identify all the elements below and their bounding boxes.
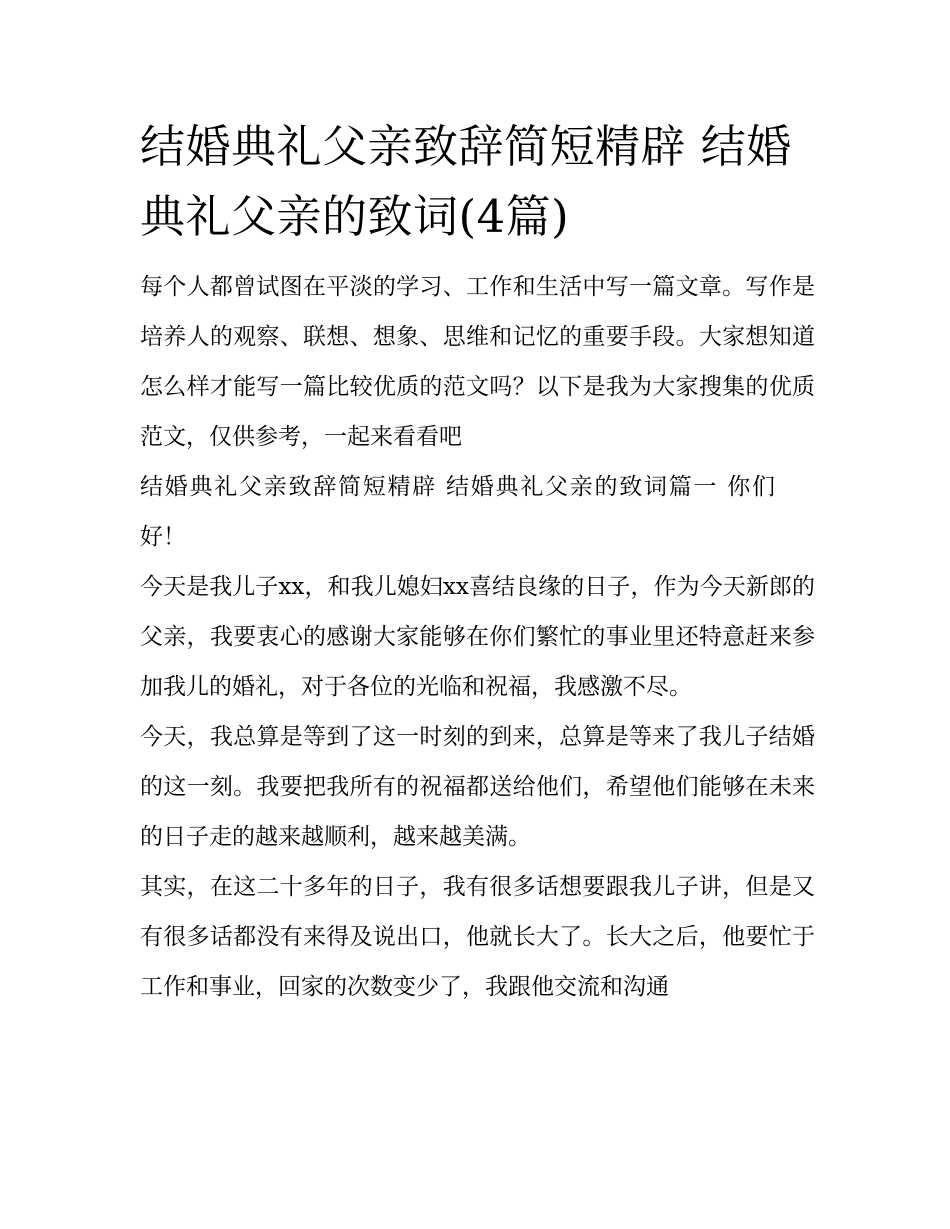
document-title: 结婚典礼父亲致辞简短精辟 结婚典礼父亲的致词(4篇) <box>140 120 792 243</box>
document-body <box>140 112 815 1012</box>
paragraph-section-heading: 结婚典礼父亲致辞简短精辟 结婚典礼父亲的致词篇一 你们好！ <box>140 474 775 550</box>
paragraph-body: 今天，我总算是等到了这一时刻的到来，总算是等来了我儿子结婚的这一刻。我要把我所有的祝福都送给他们，希望他们能够在未来的日子走的越来越顺利，越来越美满。 <box>140 724 815 850</box>
paragraph-body: 今天是我儿子xx，和我儿媳妇xx喜结良缘的日子，作为今天新郎的父亲，我要衷心的感谢大家能够在你们繁忙的事业里还特意赶来参加我儿的婚礼，对于各位的光临和祝福，我感激不尽。 <box>140 574 815 700</box>
paragraph-intro: 每个人都曾试图在平淡的学习、工作和生活中写一篇文章。写作是培养人的观察、联想、想象、思维和记忆的重要手段。大家想知道怎么样才能写一篇比较优质的范文吗？以下是我为大家搜集的优质范文，仅供参考，一起来看看吧 <box>140 274 815 450</box>
paragraph-body: 其实，在这二十多年的日子，我有很多话想要跟我儿子讲，但是又有很多话都没有来得及说出口，他就长大了。长大之后，他要忙于工作和事业，回家的次数变少了，我跟他交流和沟通 <box>140 874 815 1000</box>
